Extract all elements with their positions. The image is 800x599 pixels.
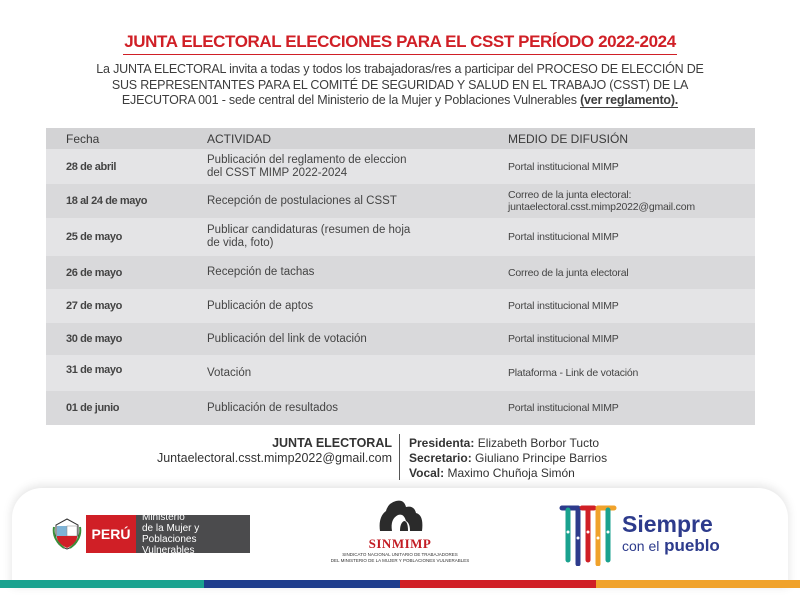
ministry-line3: Poblaciones Vulnerables — [142, 534, 197, 556]
row-medium: Correo de la junta electoral — [508, 266, 629, 279]
signature-left — [150, 436, 392, 466]
schedule-table — [46, 128, 755, 425]
signature-email: Juntaelectoral.csst.mimp2022@gmail.com — [156, 451, 392, 465]
ministry-label — [136, 512, 250, 556]
row-date: 27 de mayo — [66, 300, 122, 312]
signature-members — [409, 436, 607, 481]
siempre-line2b: pueblo — [664, 536, 720, 555]
siempre-line2a: con el — [622, 538, 660, 554]
row-date: 25 de mayo — [66, 231, 122, 243]
member-name: Giuliano Principe Barrios — [475, 451, 608, 465]
row-medium: Portal institucional MIMP — [508, 160, 619, 173]
ministry-line2: de la Mujer y — [142, 523, 200, 534]
table-row — [46, 355, 755, 391]
row-medium: Portal institucional MIMP — [508, 300, 619, 312]
reglamento-link[interactable]: (ver reglamento). — [580, 93, 679, 107]
signature-org: JUNTA ELECTORAL — [272, 436, 392, 450]
row-medium: Portal institucional MIMP — [508, 402, 619, 414]
row-activity: Publicación del link de votación — [207, 332, 367, 345]
table-row — [46, 149, 755, 184]
header-activity: ACTIVIDAD — [207, 131, 272, 146]
signature-divider — [399, 434, 400, 480]
siempre-con-el-pueblo-logo — [558, 504, 738, 570]
intro-paragraph — [95, 62, 705, 109]
page-title-wrap — [0, 32, 800, 55]
table-row — [46, 184, 755, 218]
row-activity: Publicación de resultados — [207, 401, 339, 414]
bar-segment-teal — [0, 580, 204, 588]
sinmimp-sub2: DEL MINISTERIO DE LA MUJER Y POBLACIONES VULNERABLES — [330, 557, 470, 563]
row-activity: Recepción de postulaciones al CSST — [207, 194, 397, 207]
faces-silhouette-icon — [370, 497, 430, 531]
row-date: 30 de mayo — [66, 333, 122, 345]
row-activity: Publicación del reglamento de eleccion del CSST MIMP 2022-2024 — [207, 153, 407, 179]
member-name: Elizabeth Borbor Tucto — [477, 436, 600, 450]
table-row — [46, 323, 755, 355]
people-figures-icon — [558, 504, 618, 566]
row-activity: Publicación de aptos — [207, 299, 314, 312]
siempre-line2 — [622, 536, 720, 556]
sinmimp-sub1: SINDICATO NACIONAL UNITARIO DE TRABAJADORES — [342, 552, 458, 557]
bar-segment-orange — [596, 580, 800, 588]
member-role: Vocal: — [409, 466, 445, 480]
table-row — [46, 289, 755, 323]
header-date: Fecha — [66, 131, 100, 146]
member-role: Secretario: — [409, 451, 472, 465]
member-role: Presidenta: — [409, 436, 475, 450]
row-date: 01 de junio — [66, 402, 120, 414]
sinmimp-name: SINMIMP — [368, 536, 432, 551]
table-row — [46, 391, 755, 425]
row-medium: Portal institucional MIMP — [508, 333, 619, 345]
coat-of-arms-icon — [52, 517, 82, 551]
table-row — [46, 218, 755, 256]
row-date: 28 de abril — [66, 160, 117, 173]
peru-label: PERÚ — [86, 515, 136, 553]
siempre-line1: Siempre — [622, 511, 713, 537]
row-activity: Recepción de tachas — [207, 266, 315, 278]
member-secretary — [409, 451, 607, 466]
page-title: JUNTA ELECTORAL ELECCIONES PARA EL CSST PERÍODO 2022-2024 — [123, 32, 677, 55]
row-medium: Portal institucional MIMP — [508, 231, 619, 243]
header-medium: MEDIO DE DIFUSIÓN — [508, 131, 629, 146]
mimp-logo — [52, 512, 250, 556]
row-date: 31 de mayo — [66, 364, 122, 376]
bar-segment-red — [400, 580, 596, 588]
member-name: Maximo Chuñoja Simón — [447, 466, 575, 480]
intro-text: La JUNTA ELECTORAL invita a todas y todos los trabajadoras/res a participar del PROCESO DE ELECCIÓN DE SUS REPRESENTANTES PARA EL COMITÉ DE SEGURIDAD Y SALUD EN EL TRABAJO (CSST) DE LA EJECUTORA 001 - sede central del Ministerio de la Mujer y Poblaciones Vulnerables — [96, 62, 704, 107]
bottom-color-bar — [0, 580, 800, 588]
ministry-line1: Ministerio — [142, 512, 185, 523]
row-date: 26 de mayo — [66, 266, 122, 279]
member-vocal — [409, 466, 607, 481]
bar-segment-blue — [204, 580, 400, 588]
member-president — [409, 436, 607, 451]
schedule-header — [46, 128, 755, 149]
table-row — [46, 256, 755, 289]
row-activity: Publicar candidaturas (resumen de hoja de vida, foto) — [207, 224, 411, 249]
row-date: 18 al 24 de mayo — [66, 195, 148, 207]
row-medium: Correo de la junta electoral: juntaelectoral.csst.mimp2022@gmail.com — [508, 189, 695, 213]
row-activity: Votación — [207, 366, 252, 379]
sinmimp-logo — [330, 497, 470, 565]
row-medium: Plataforma - Link de votación — [508, 367, 639, 379]
